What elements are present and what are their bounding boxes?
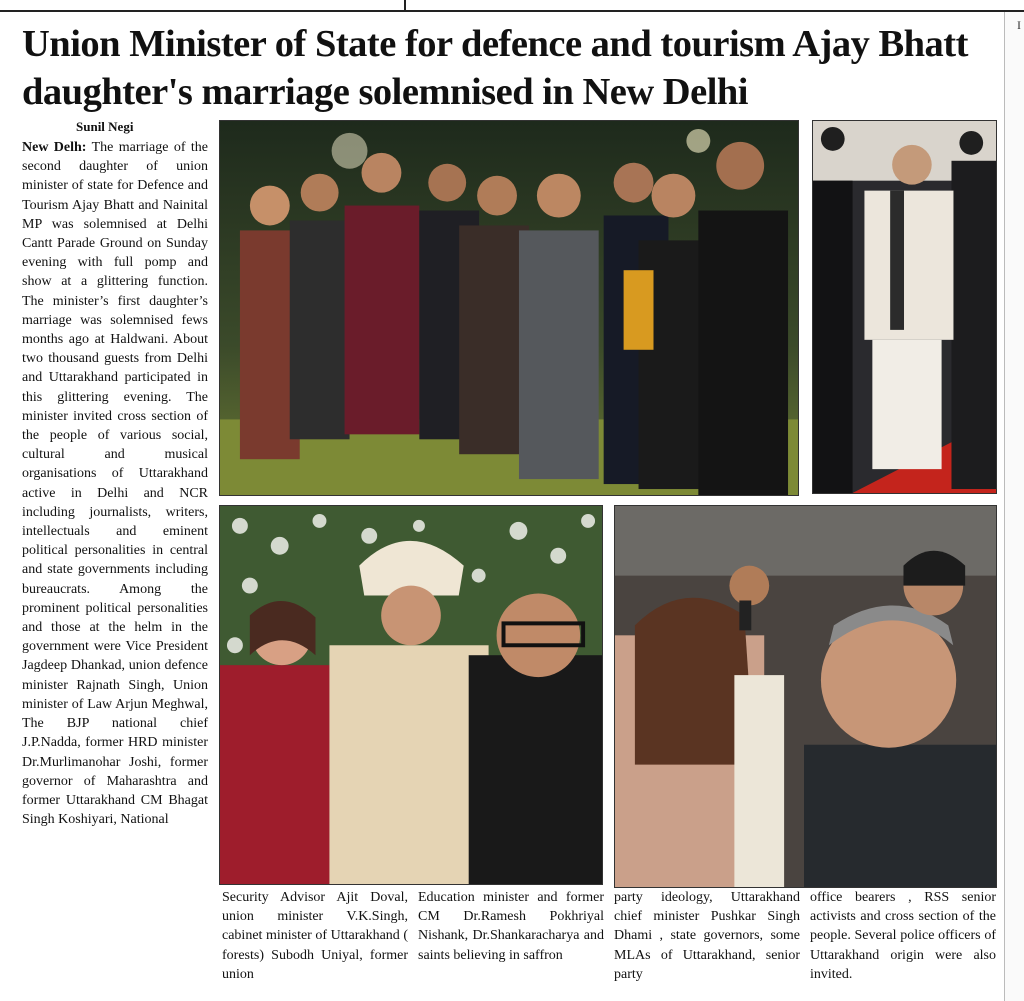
- article-body-column-1: [22, 138, 208, 829]
- article-body-column-5: office bearers , RSS senior activists and cross section of the people. Several police officers of Uttarakhand origin were also invited.: [810, 890, 996, 982]
- top-rule-divider: [404, 0, 406, 12]
- page-top-rule: [0, 0, 1024, 12]
- group-photo: [219, 120, 799, 496]
- article-body-column-2: Security Advisor Ajit Doval, union minister V.K.Singh, cabinet minister of Uttarakhand ( forests) Subodh Uniyal, former union: [222, 890, 408, 982]
- article-headline: Union Minister of State for defence and tourism Ajay Bhatt daughter's marriage solemnised in New Delhi: [22, 23, 968, 113]
- couple-photo: [219, 505, 603, 885]
- article-body-column-3: Education minister and former CM Dr.Ramesh Pokhriyal Nishank, Dr.Shankaracharya and saints believing in saffron: [418, 890, 604, 963]
- adjacent-article-strip: [1004, 12, 1024, 1001]
- adjacent-text-fragment: I: [1017, 18, 1021, 32]
- dateline: New Delh:: [22, 140, 87, 155]
- byline: Sunil Negi: [76, 119, 134, 134]
- arrival-photo: [812, 120, 997, 494]
- guests-photo: [614, 505, 997, 888]
- article-body-column-4: party ideology, Uttarakhand chief minister Pushkar Singh Dhami , state governors, some MLAs of Uttarakhand, senior party: [614, 890, 800, 982]
- body-text: The marriage of the second daughter of union minister of state for Defence and Tourism Ajay Bhatt and Nainital MP was solemnised at Delhi Cantt Parade Ground on Sunday evening with full pomp and show at a glittering function. The minister’s first daughter’s marriage was solemnised fews months ago at Haldwani. About two thousand guests from Delhi and Uttarakhand participated in this glittering evening. The minister invited cross section of the people of various social, cultural and musical organisations of Uttarakhand active in Delhi and NCR including journalists, writers, intellectuals and eminent political personalities in central and state governments including bureaucrats. Among the prominent political personalities and those at the helm in the government were Vice President Jagdeep Dhankad, union defence minister Rajnath Singh, Union minister of Law Arjun Meghwal, The BJP national chief J.P.Nadda, former HRD minister Dr.Murlimanohar Joshi, former governor of Maharashtra and former Uttarakhand CM Bhagat Singh Koshiyari, National: [22, 140, 208, 828]
